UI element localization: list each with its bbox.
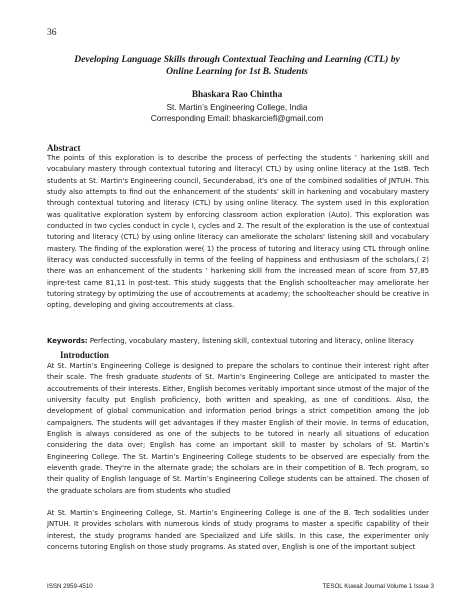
- keywords-text: Perfecting, vocabulary mastery, listening skill, contextual tutoring and literacy, online literacy: [87, 337, 414, 345]
- keywords-line: [47, 336, 429, 347]
- introduction-heading: Introduction: [60, 350, 109, 360]
- author-email: Corresponding Email: bhaskarciefl@gmail.com: [150, 113, 324, 123]
- introduction-paragraph-2: At St. Martin’s Engineering College, St. Martin’s Engineering College is one of the B. Tech sodalities under JNTUH. It provides scholars with numerous kinds of study programs to master a specific capability of their interest, the study programs handed are Specialized and Life skills. In this case, the experimenter only concerns tutoring English on those study programs. As stated over, English is one of the important subject: [47, 509, 429, 552]
- author-affiliation: St. Martin’s Engineering College, India: [166, 101, 308, 112]
- intro-p1-part-a: At St. Martin’s Engineering College is designed to prepare the scholars to continue their interest right after their scale. The fresh graduate: [47, 362, 429, 382]
- intro-p1-emphasis: students: [161, 373, 192, 382]
- author-block: [60, 89, 414, 125]
- abstract-heading: Abstract: [47, 143, 81, 153]
- footer-journal: TESOL Kuwait Journal Volume 1 Issue 3: [322, 583, 434, 590]
- intro-p1-part-b: of St. Martin’s Engineering College are anticipated to master the accoutrements of their interests. Either, English becomes veritably important since utmost of the major of the university faculty put English proficiency, both written and speaking, as one of conditions. Also, the development of global communication and information period brings a strict competition among the job campaigners. The students will get advantages if they master English of their movie. In terms of education, English is always considered as one of the subjects to be tutored in nearly all situations of education considering the data over; English has come an important skill to master by scholars of St. Martin’s Engineering College. The St. Martin’s Engineering College students to be observed are especially from the eleventh grade. They're in the alternate grade; the scholars are in their competition of B. Tech program, so their quality of English language of St. Martin’s Engineering College students can be attained. The chosen of the graduate scholars are from students who studied: [47, 373, 430, 495]
- page-number: 36: [47, 28, 57, 38]
- paper-title: Developing Language Skills through Contextual Teaching and Learning (CTL) by Online Learning for 1st B. Students: [74, 54, 400, 77]
- abstract-text: The points of this exploration is to describe the process of perfecting the students ’ harkening skill and vocabulary mastery through contextual tutoring and literacy( CTL) by using online literacy at the 1stB. Tech students at St. Martin's Engineering council, Secunderabad, it's one of the combined sodalities of JNTUH. This study also attempts to find out the enhancement of the students’ skill in harkening and vocabulary mastery through contextual tutoring and literacy (CTL) by using online literacy. The system used in this exploration was qualitative exploration system by enforcing classroom action exploration (Auto). This exploration was conducted in two cycles conduct in cycle I, cycles and 2. The result of the exploration is the use of contextual tutoring and literacy (CTL) by using online literacy can ameliorate the scholars' listening skill and vocabulary mastery. The finding of the exploration were( 1) the process of tutoring and literacy using CTL through online literacy was conducted successfully in terms of the feeling of happiness and enthusiasm of the scholars,( 2) there was an enhancement of the students ’ harkening skill from the increased mean of score from 57,85 inpre-test came 81,11 in post-test. This study suggests that the English schoolteacher may ameliorate her tutoring strategy by optimizing the use of accoutrements at academy; the schoolteacher should be creative in opting, developing and giving accoutrements at class.: [47, 154, 429, 310]
- author-name: Bhaskara Rao Chintha: [191, 89, 283, 99]
- footer-issn: ISSN 2959-4510: [47, 583, 93, 590]
- keywords-label: Keywords:: [47, 337, 88, 345]
- introduction-paragraph-1: [47, 361, 429, 497]
